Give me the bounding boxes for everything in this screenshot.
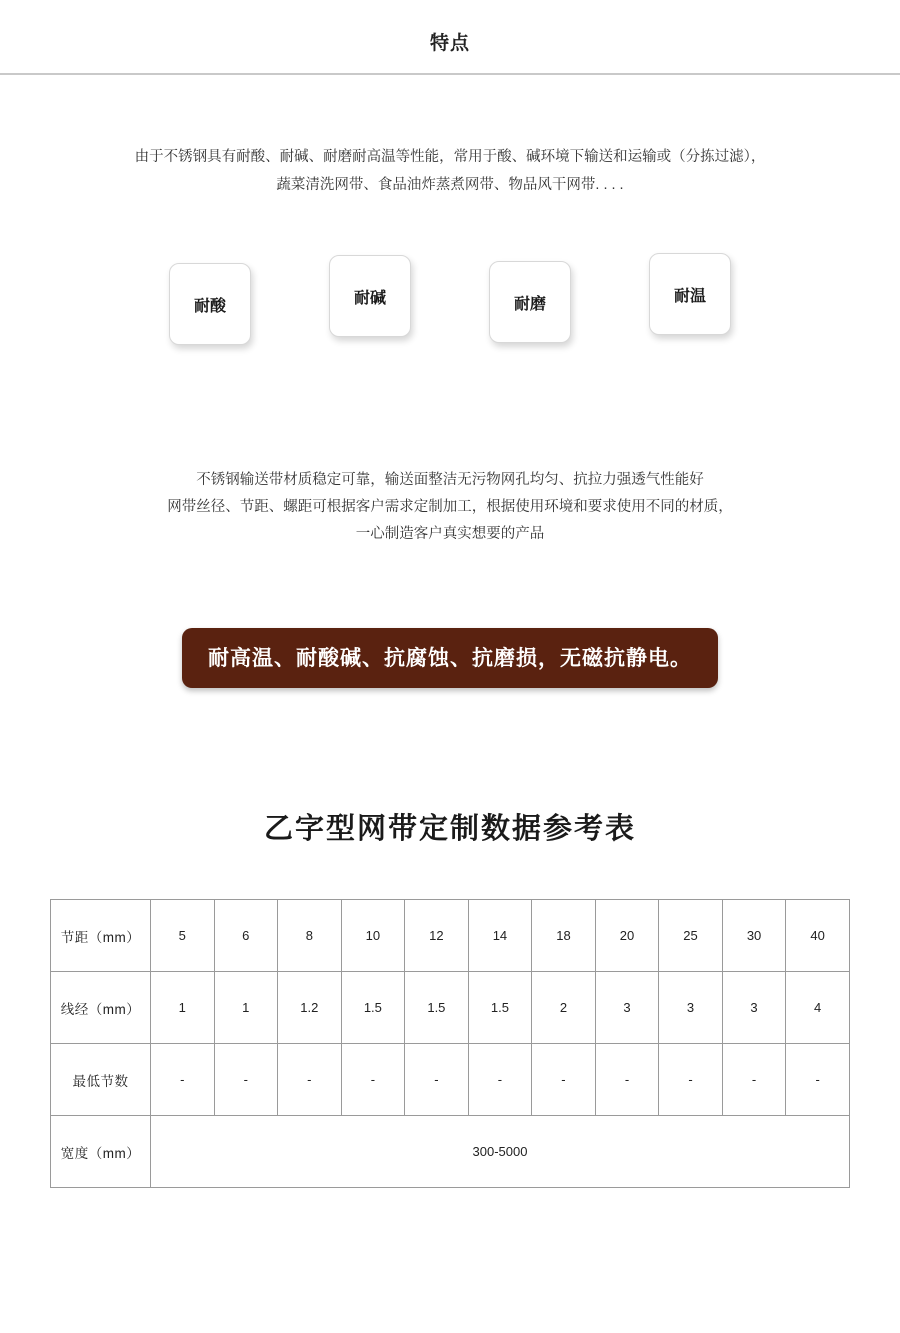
table-cell: 1.5 (405, 972, 469, 1044)
table-cell: 30 (722, 900, 786, 972)
table-cell: - (278, 1044, 342, 1116)
table-cell: 14 (468, 900, 532, 972)
table-cell: - (468, 1044, 532, 1116)
spec-table-wrap (50, 899, 850, 1188)
table-cell: 20 (595, 900, 659, 972)
feature-box-group (0, 255, 900, 345)
spec-table (50, 899, 850, 1188)
table-cell: 6 (214, 900, 278, 972)
page-title: 特点 (429, 33, 470, 54)
table-cell: 40 (786, 900, 850, 972)
feature-box-label: 耐碱 (353, 289, 386, 307)
table-row-header: 宽度（mm） (51, 1116, 151, 1188)
table-cell: 1.5 (468, 972, 532, 1044)
table-cell: - (659, 1044, 723, 1116)
table-row (51, 1044, 850, 1116)
table-cell: 1.2 (278, 972, 342, 1044)
table-row-header: 节距（mm） (51, 900, 151, 972)
table-cell: - (341, 1044, 405, 1116)
table-cell: 25 (659, 900, 723, 972)
feature-box-acid-resistant (169, 263, 251, 345)
table-cell: 1.5 (341, 972, 405, 1044)
description-paragraph (0, 467, 900, 548)
intro-line: 由于不锈钢具有耐酸、耐碱、耐磨耐高温等性能，常用于酸、碱环境下输送和运输或（分拣过滤）， (134, 149, 766, 165)
description-line: 不锈钢输送带材质稳定可靠，输送面整洁无污物网孔均匀、抗拉力强透气性能好 (196, 472, 704, 488)
feature-box-wear-resistant (489, 261, 571, 343)
feature-box-alkali-resistant (329, 255, 411, 337)
feature-box-label: 耐温 (673, 287, 706, 305)
table-cell: 3 (659, 972, 723, 1044)
table-cell: - (786, 1044, 850, 1116)
table-row-header: 最低节数 (51, 1044, 151, 1116)
table-cell: 1 (214, 972, 278, 1044)
table-row (51, 1116, 850, 1188)
table-cell: 3 (722, 972, 786, 1044)
table-cell: - (532, 1044, 596, 1116)
bottom-spacer (0, 1188, 900, 1308)
intro-paragraph (0, 143, 900, 199)
table-cell: 4 (786, 972, 850, 1044)
table-cell: - (151, 1044, 215, 1116)
feature-box-heat-resistant (649, 253, 731, 335)
table-row (51, 972, 850, 1044)
table-cell: 1 (151, 972, 215, 1044)
intro-line: 蔬菜清洗网带、食品油炸蒸煮网带、物品风干网带. . . . (276, 177, 624, 193)
table-cell: 8 (278, 900, 342, 972)
table-title: 乙字型网带定制数据参考表 (263, 813, 636, 845)
table-cell: - (405, 1044, 469, 1116)
table-cell: 3 (595, 972, 659, 1044)
feature-box-label: 耐酸 (193, 297, 226, 315)
table-cell-width-range: 300-5000 (151, 1116, 850, 1188)
description-line: 网带丝径、节距、螺距可根据客户需求定制加工，根据使用环境和要求使用不同的材质， (167, 499, 733, 515)
table-cell: 18 (532, 900, 596, 972)
table-cell: 2 (532, 972, 596, 1044)
highlight-banner: 耐高温、耐酸碱、抗腐蚀、抗磨损，无磁抗静电。 (182, 628, 718, 688)
page-header (0, 0, 900, 75)
table-cell: - (595, 1044, 659, 1116)
table-cell: 10 (341, 900, 405, 972)
table-row-header: 线经（mm） (51, 972, 151, 1044)
highlight-banner-wrap (0, 628, 900, 688)
feature-box-label: 耐磨 (513, 295, 546, 313)
table-row (51, 900, 850, 972)
description-line: 一心制造客户真实想要的产品 (355, 526, 545, 542)
table-cell: - (214, 1044, 278, 1116)
table-cell: - (722, 1044, 786, 1116)
table-cell: 12 (405, 900, 469, 972)
table-cell: 5 (151, 900, 215, 972)
